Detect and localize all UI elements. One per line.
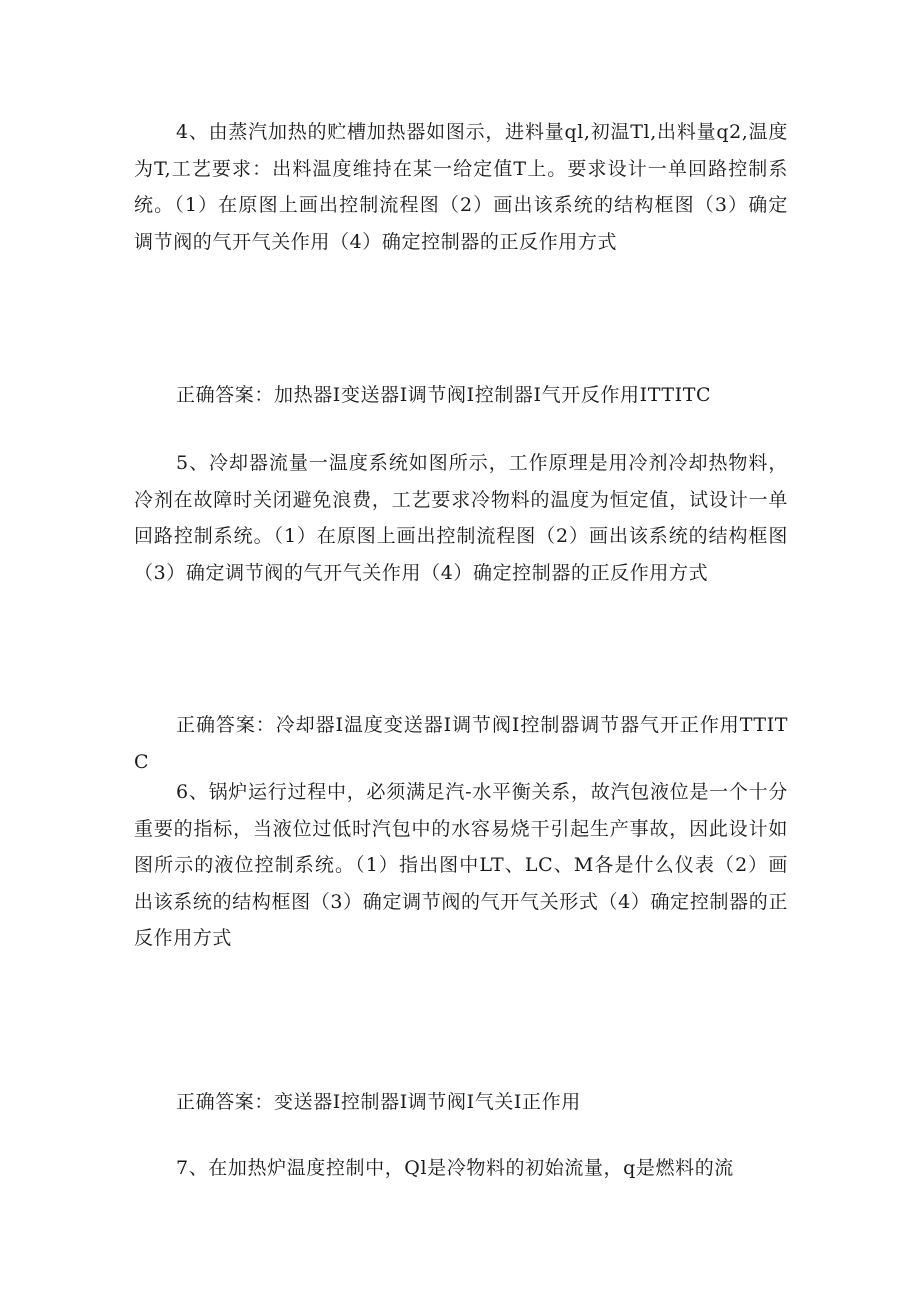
- question-6-text: 6、锅炉运行过程中，必须满足汽-水平衡关系，故汽包液位是一个十分重要的指标，当液位过低时汽包中的水容易烧干引起生产事故，因此设计如图所示的液位控制系统。（1）指出图中LT、LC、M各是什么仪表（2）画出该系统的结构框图（3）确定调节阀的气开气关形式（4）确定控制器的正反作用方式: [134, 781, 788, 949]
- question-7-text: 7、在加热炉温度控制中，Ql是冷物料的初始流量，q是燃料的流: [176, 1157, 734, 1179]
- question-4-text: 4、由蒸汽加热的贮槽加热器如图示，进料量ql,初温Tl,出料量q2,温度为T,工艺要求：出料温度维持在某一给定值T上。要求设计一单回路控制系统。（1）在原图上画出控制流程图（2）画出该系统的结构框图（3）确定调节阀的气开气关作用（4）确定控制器的正反作用方式: [134, 121, 788, 253]
- question-4-answer: 正确答案：加热器I变送器I调节阀I控制器I气开反作用ITTITC: [176, 384, 712, 406]
- question-5-answer: 正确答案：冷却器I温度变送器I调节阀I控制器调节器气开正作用TTITC: [134, 714, 788, 773]
- question-5-text: 5、冷却器流量一温度系统如图所示，工作原理是用冷剂冷却热物料，冷剂在故障时关闭避免浪费，工艺要求冷物料的温度为恒定值，试设计一单回路控制系统。（1）在原图上画出控制流程图（2）画出该系统的结构框图（3）确定调节阀的气开气关作用（4）确定控制器的正反作用方式: [134, 452, 788, 584]
- question-6-answer: 正确答案：变送器I控制器I调节阀I气关I正作用: [176, 1091, 581, 1113]
